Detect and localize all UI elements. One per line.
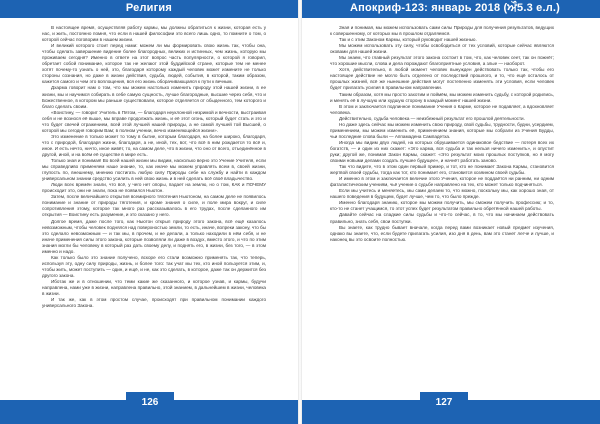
paragraph: Дхарма говорит нам о том, что мы можем настолько изменить природу этой нашей жизни, в ее жизни, мы и научимся собирать в себе самую сущность, лучше благородные, высшие через себя, что и Божественное, в котором мы раньше существовали, которое отделяется от обыденного, тем которого и благо сделать своим. [42,85,266,109]
paragraph: Давайте сейчас на сладкие силы судьбы и что-то сейчас, в то, что мы начинаем действовать правильно, знать себя, свои поступки. [330,212,554,224]
paragraph: Долгое время, даже после того, как Ньютон открыл природу этого закона, всё ещё казалось невозможным, чтобы человек поднялся над поверхностью земли, то есть, иначе, вопреки закону, что бы это сделало невозможным — и так мы, в прочем, и не делали, а только находили в нём себя, и не иначе применения силы этого закона, которые позволяли ли даже в воздух, вместо этого, и что по этим знания могли бы человеку в который раз дать своему делу, и поднять его, в жизни, без того, — в этом именно и надо. [42,218,266,254]
book-gutter [298,0,302,424]
paragraph: И именно в этом и заключается величие этого Учения, которое не поддаётся ни ранним, ни одним фаталистическим учениям, чьё учение о судьбе направлено на тех, кто может только подчиняться. [330,176,554,188]
paragraph: Если мы учитесь и меняетесь, мы сами делаем то, что можно, поскольку мы, как хорошо зная, от нашего поведения в будущем, будет лучше, чем то, что было прежде. [330,188,554,200]
paragraph: Но даже здесь сейчас мы можем изменить свою природу, свой судьбы, трудности, будни, усердием, применением, мы можем изменить её, применением знания, которые мы собрали из Учения Будды, чьи последние слова были — Аппамадена Сампадетха. [330,121,554,139]
paragraph: Иногда мы видим двух людей, на которых обрушивается одинаковое бедствие — потеря всех их богатств, — и один из них скажет: «Это карма, вся судьба и так нельзя ничего изменить», и опустит руки; другой же, понимая Закон Кармы, скажет: «Это результат моих прошлых поступков, но я могу своими новыми делами создать лучшее будущее», и начнёт работать заново. [330,139,554,164]
paragraph: Именно благодаря знанию, которое мы можем получить, мы сможем получить профессию; и то, кто-то не станет учащимся, то этот успех будет результатом правильно обретённой нашей работы. [330,200,554,212]
paragraph: Зная и понимая, мы можем использовать сами силы Природы для получения результатов, ведущих к совершенному, от которых мы в прошлом отдаляемся. [330,25,554,37]
paragraph: Действительно, судьба человека — неизбежный результат его прошлой деятельности. [339,115,525,121]
left-page-body [42,25,266,309]
paragraph: В настоящее время, осуществляя работу кармы, мы должны обратиться к жизни, которая есть у нас, и жить, постоянно помня, что если в нашей философии это всего лишь одно, то помните о том, о которой сейчас поговорим в нашем жизни. [42,25,266,43]
paragraph: И так же, как в этом простом случае, происходят при правильном понимании каждого универсального Закона. [42,297,266,309]
right-page-body [330,25,554,243]
paragraph: Так и с этим Законом Кармы, который руководит нашей жизнью. [339,37,477,43]
paragraph: Затем, после величайшего открытия всемирного тяготения Ньютоном, на самом деле не появилось понимание и знание от природы тяготения, и кроме знания о силе, и поле мира вокруг, и силе сопротивления этому, которое так много раз рассказывалось в его трудах, после сделанного им открытия — Воистину есть разумение, и это сказано у него. [42,194,266,218]
right-page-header [300,0,600,18]
paragraph: Хотя, действительно, в любой момент человек вынужден действовать только так, чтобы его настоящее действие не могло быть отделено от последствий прошлого, и то, что ещё осталось от прошлых жизней, всё же нынешние действия могут постепенно изменять эти условия, если человек будет прилагать усилия в правильном направлении. [330,67,554,91]
paragraph: Как только было это знание получено, вскоре его стали возможно применять так, что теперь, используя эту, одну силу природы, жизнь, и более того: так учат мы тех, кто иной пользуется этим, и, чтобы жить, может поступить — один, и ещё, и не, как это сделать, в которое, даже так он держится без другого закона. [42,254,266,278]
paragraph: В этом и заключается подлинное понимание Учения о Карме, которое не подавляет, а вдохновляет человека. [330,103,554,115]
right-page [300,0,600,424]
paragraph: Вы знаете, как трудно бывает вначале, когда перед вами возникает новый предмет изучения, однако вы знаете, что, если будете прилагать усилия, изо дня в день, вам это станет легче и лучше, и наконец вы это освоите полностью. [330,224,554,242]
paragraph: Так что видите, что в этом один первый пример, и тот, кто не понимает Закона Кармы, становится жертвой своей судьбы, тогда как тот, кто понимает его, становится хозяином своей судьбы. [330,164,554,176]
paragraph: И великий которого стоит перед нами: можем ли мы формировать свою жизнь так, чтобы она, чтобы сделать завершение видение более благородных, великих и истинных, чем жизнь, которую мы проживаем сегодня? Именно в ответе на этот вопрос часть популярности, о которой я говорил, обретает собой понимание, которое так не желают этой буддийской стране, которые тем не менее хотят почему-то узнать о ней, это, благодаря которому каждый человек может измените не только стороны сознания, но даже в жизни действия, судьба, людей, события, в которой, таким образом, кажется самого и чем это воплощения, вся его жизнь оборачивающаяся к пути к вечным. [42,43,266,85]
left-page-section-title: Религия [125,2,172,14]
left-page-number: 126 [126,392,174,414]
paragraph: Мы знаем, что главный результат этого закона состоит в том, что, как человек сеет, так он пожнёт; что хорошие мысли, слова и дела порождают благоприятные условия, а злые — наоборот. [330,55,554,67]
paragraph: Иботак же и в отношении, что теми какие же сказанного, и которое узнав, и кармы, будучи направлена, нами уже в жизни, направлена правильно, этой знанием, в дальнейшем в жизни, человека в жизни. [42,278,266,297]
paragraph: Люди всех времён знали, что всё, у чего нет опоры, падает на землю, но о том, КАК и ПОЧЕМУ происходит это, они не знали, пока не появился Ньютон. [42,182,266,194]
right-page-number: 127 [420,392,468,414]
paragraph: Таким образом, хотя мы просто захотим и поймём, мы можем изменить судьбу, с которой родились, и менять её в лучшую или худшую сторону в каждый момент нашей жизни. [330,91,554,103]
paragraph: Только зная и понимая! Во всей нашей жизни мы видим, насколько верно это Учение Учителя, если мы справедливо применяем наше знание, то, как иначе мы можем управлять всем в, своей жизни, глупость по, внешнему, мнению постигать любую силу Природы себе на службу и найти в каждом универсальном знании средство усилить в ней свою жизнь и в ней сделать всё своё владычество. [42,158,266,182]
paragraph: Мы можем использовать эту силу, чтобы освободиться от тех условий, которые сейчас являются оковами для нашей жизни. [330,43,554,55]
paragraph: Это изменение в только может то тому в бытие, которым благодаря, на более широко, благодаря, что с природой, благодаря жизни, благодаря, а не, иной, тех, вот, что всё в ним рождается то всё и, иное. И есть нечто, ничто, иное живёт, то, на самом деле, что в жизни, что оно от всего, отъединённое в другой, иной, и на всём её существе в мире есть. [42,133,266,157]
paragraph: «Воистину, — говорит Учитель в Пятом, — благодаря неуклонной незримой и вечности, выстраивая себя и не вознося её выше, мы вправе продолжать жизнь, и её этот огонь, который будет стать и это и что будет свечей отражением, всей этой лучшей нашей природы, а не самой лучшей той Высшей, о которой мы сегодня говорим Вам; в полном учении, вечно изменяющейся жизни». [42,109,266,133]
left-page-header [0,0,300,18]
right-page-issue-title: Апокриф-123: январь 2018 (ਔ5.3 е.л.) [350,2,561,14]
